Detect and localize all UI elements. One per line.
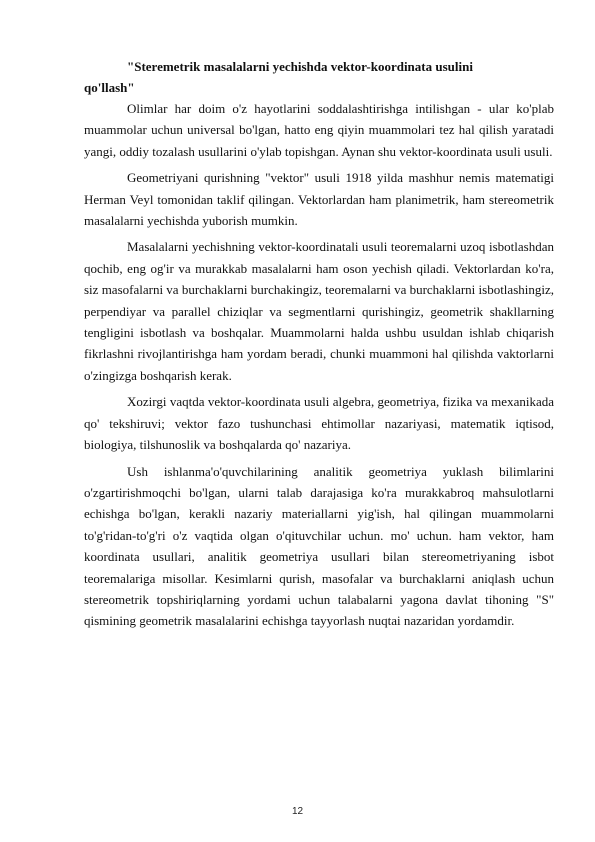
paragraph-applications: Xozirgi vaqtda vektor-koordinata usuli algebra, geometriya, fizika va mexanikada qo' tekshiruvi; vektor fazo tushunchasi ehtimollar nazariyasi, matematik iqtisod, biologiya, tilshunoslik va boshqalarda qo' nazariya. xyxy=(84,394,554,453)
paragraph-intro: Olimlar har doim o'z hayotlarini soddalashtirishga intilishgan - ular ko'plab muammolar uchun universal bo'lgan, hatto eng qiyin muammolari tez hal qilish yaratadi yangi, oddiy tozalash usullarini o'ylab topishgan. Aynan shu vektor-koordinata usuli usuli. xyxy=(84,101,554,159)
paragraph-purpose: Ush ishlanma'o'quvchilarining analitik geometriya yuklash bilimlarini o'zgartirishmoqchi bo'lgan, ularni talab darajasiga ko'ra murakkabroq mahsulotlarni echishga bo'lgan, kerakli nazariy materiallarni yig'ish, hal qilingan muammolarni to'g'ridan-to'g'ri o'z vaqtida olgan o'qituvchilar uchun. mo' uchun. ham vektor, ham koordinata usullari, analitik geometriya usullari bilan stereometriyaning isbot teoremalariga misollar. Kesimlarni qurish, masofalar va burchaklarni aniqlash uchun stereometrik topshiriqlarning yordami uchun talabalarni yagona davlat tihoning "S" qismining geometrik masalalarini echishga tayyorlash nuqtai nazaridan yordamdir. xyxy=(84,463,554,629)
page-number: 12 xyxy=(291,806,304,817)
paragraph-method-benefits: Masalalarni yechishning vektor-koordinatali usuli teoremalarni uzoq isbotlashdan qochib, eng og'ir va murakkab masalalarni ham oson yechish qiladi. Vektorlardan ko'ra, siz masofalarni va burchaklarni burchakingiz, teoremalarni va burchaklarni isbotlashingiz, perpendiyar va parallel chiziqlar va segmentlarni qurishingiz, geometrik shakllarning tengligini isbotlash va boshqalar. Muammolarni halda ushbu usuldan ishlab chiqarish fikrlashni rivojlantirishga ham yordam beradi, chunki muammoni hal qilishda vaktorlarni o'zingizga boshqarish kerak. xyxy=(84,239,554,383)
document-page xyxy=(84,56,554,637)
document-title xyxy=(84,56,554,98)
paragraph-veyl: Geometriyani qurishning "vektor" usuli 1918 yilda mashhur nemis matematigi Herman Veyl tomonidan taklif qilingan. Vektorlardan ham planimetrik, ham stereometrik masalalarni yechishda yuborish mumkin. xyxy=(84,170,554,229)
document-title-line-1: "Steremetrik masalalarni yechishda vektor-koordinata usulini xyxy=(127,59,473,74)
document-title-line-2: qo'llash" xyxy=(84,80,135,95)
